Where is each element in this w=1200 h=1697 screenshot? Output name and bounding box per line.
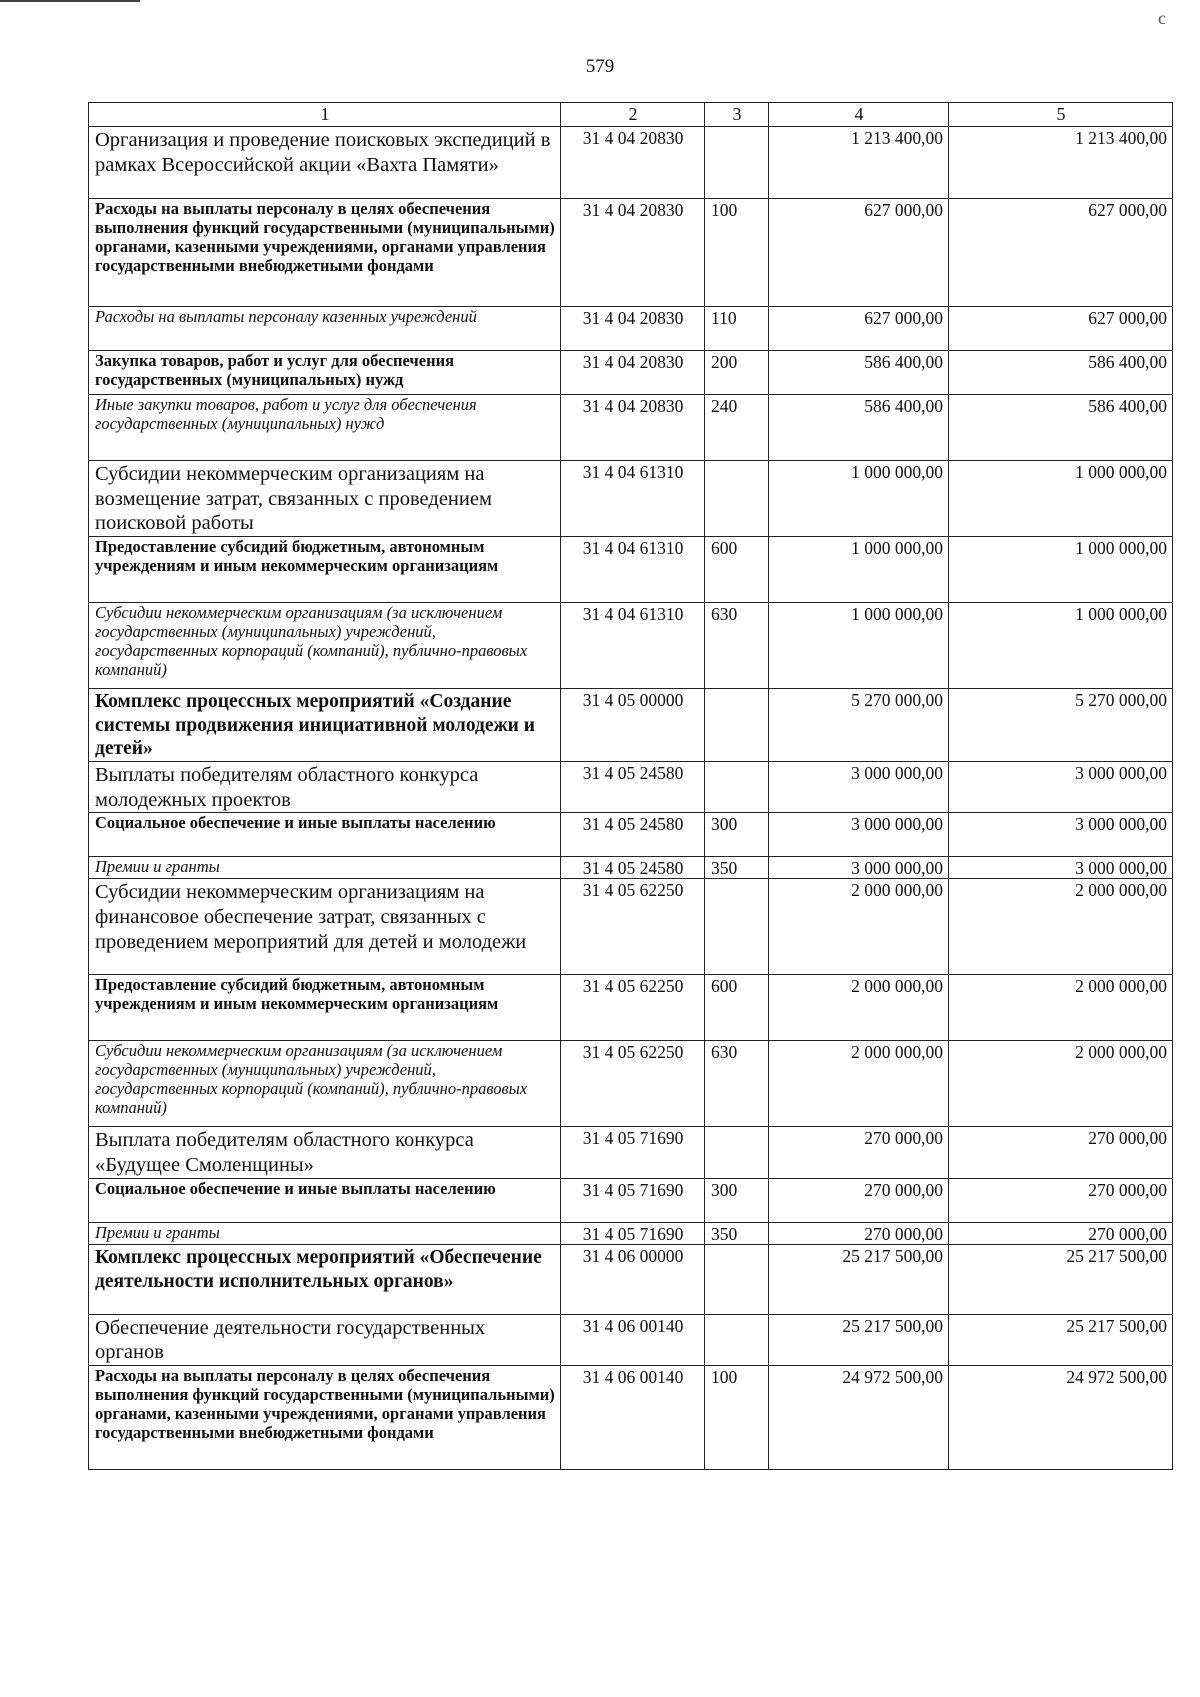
table-row — [89, 857, 1173, 879]
sum2-cell: 25 217 500,00 — [949, 1244, 1173, 1314]
sum2-cell: 627 000,00 — [949, 307, 1173, 351]
name-cell: Социальное обеспечение и иные выплаты населению — [89, 813, 561, 857]
table-row — [89, 1127, 1173, 1178]
code-cell: 31 4 05 24580 — [561, 857, 705, 879]
table-row — [89, 127, 1173, 199]
header-cell-name: 1 — [89, 103, 561, 127]
sum1-cell: 3 000 000,00 — [769, 857, 949, 879]
table-row — [89, 688, 1173, 761]
name-cell: Организация и проведение поисковых экспедиций в рамках Всероссийской акции «Вахта Памяти» — [89, 127, 561, 199]
sum1-cell: 586 400,00 — [769, 395, 949, 461]
sum1-cell: 1 000 000,00 — [769, 602, 949, 688]
vr-cell: 630 — [705, 602, 769, 688]
sum2-cell: 1 000 000,00 — [949, 536, 1173, 602]
name-cell: Расходы на выплаты персоналу казенных учреждений — [89, 307, 561, 351]
sum2-cell: 1 000 000,00 — [949, 602, 1173, 688]
name-cell: Предоставление субсидий бюджетным, автономным учреждениям и иным некоммерческим организациям — [89, 975, 561, 1041]
table-row — [89, 199, 1173, 307]
sum1-cell: 270 000,00 — [769, 1127, 949, 1178]
sum2-cell: 2 000 000,00 — [949, 975, 1173, 1041]
name-cell: Премии и гранты — [89, 857, 561, 879]
sum1-cell: 2 000 000,00 — [769, 975, 949, 1041]
vr-cell: 240 — [705, 395, 769, 461]
name-cell: Расходы на выплаты персоналу в целях обеспечения выполнения функций государственными (муниципальными) органами, казенными учреждениями, органами управления государственными внебюджетными фондами — [89, 199, 561, 307]
vr-cell — [705, 127, 769, 199]
header-row — [89, 103, 1173, 127]
vr-cell — [705, 762, 769, 813]
name-cell: Выплата победителям областного конкурса «Будущее Смоленщины» — [89, 1127, 561, 1178]
name-cell: Закупка товаров, работ и услуг для обеспечения государственных (муниципальных) нужд — [89, 351, 561, 395]
name-cell: Расходы на выплаты персоналу в целях обеспечения выполнения функций государственными (муниципальными) органами, казенными учреждениями, органами управления государственными внебюджетными фондами — [89, 1365, 561, 1469]
name-cell: Обеспечение деятельности государственных органов — [89, 1314, 561, 1365]
sum1-cell: 627 000,00 — [769, 199, 949, 307]
sum2-cell: 1 213 400,00 — [949, 127, 1173, 199]
table-row — [89, 879, 1173, 975]
sum1-cell: 627 000,00 — [769, 307, 949, 351]
sum1-cell: 25 217 500,00 — [769, 1314, 949, 1365]
code-cell: 31 4 05 00000 — [561, 688, 705, 761]
code-cell: 31 4 05 62250 — [561, 879, 705, 975]
sum1-cell: 1 000 000,00 — [769, 536, 949, 602]
code-cell: 31 4 06 00140 — [561, 1365, 705, 1469]
code-cell: 31 4 05 71690 — [561, 1222, 705, 1244]
vr-cell: 630 — [705, 1041, 769, 1127]
code-cell: 31 4 06 00140 — [561, 1314, 705, 1365]
vr-cell: 200 — [705, 351, 769, 395]
vr-cell: 110 — [705, 307, 769, 351]
table-row — [89, 1178, 1173, 1222]
table-row — [89, 1041, 1173, 1127]
vr-cell — [705, 1314, 769, 1365]
sum2-cell: 5 270 000,00 — [949, 688, 1173, 761]
header-cell-sum1: 4 — [769, 103, 949, 127]
name-cell: Субсидии некоммерческим организациям на финансовое обеспечение затрат, связанных с проведением мероприятий для детей и молодежи — [89, 879, 561, 975]
sum1-cell: 3 000 000,00 — [769, 813, 949, 857]
table-row — [89, 762, 1173, 813]
table-row — [89, 307, 1173, 351]
sum2-cell: 3 000 000,00 — [949, 857, 1173, 879]
sum1-cell: 1 000 000,00 — [769, 461, 949, 537]
code-cell: 31 4 04 20830 — [561, 199, 705, 307]
code-cell: 31 4 06 00000 — [561, 1244, 705, 1314]
sum1-cell: 586 400,00 — [769, 351, 949, 395]
code-cell: 31 4 04 20830 — [561, 127, 705, 199]
vr-cell — [705, 461, 769, 537]
vr-cell — [705, 688, 769, 761]
sum2-cell: 1 000 000,00 — [949, 461, 1173, 537]
sum1-cell: 270 000,00 — [769, 1222, 949, 1244]
sum2-cell: 24 972 500,00 — [949, 1365, 1173, 1469]
vr-cell: 600 — [705, 536, 769, 602]
sum1-cell: 24 972 500,00 — [769, 1365, 949, 1469]
vr-cell — [705, 879, 769, 975]
name-cell: Социальное обеспечение и иные выплаты населению — [89, 1178, 561, 1222]
code-cell: 31 4 04 61310 — [561, 461, 705, 537]
sum2-cell: 270 000,00 — [949, 1178, 1173, 1222]
table-row — [89, 395, 1173, 461]
code-cell: 31 4 04 20830 — [561, 351, 705, 395]
table-row — [89, 461, 1173, 537]
sum1-cell: 5 270 000,00 — [769, 688, 949, 761]
sum1-cell: 2 000 000,00 — [769, 879, 949, 975]
sum1-cell: 270 000,00 — [769, 1178, 949, 1222]
sum2-cell: 270 000,00 — [949, 1127, 1173, 1178]
sum2-cell: 627 000,00 — [949, 199, 1173, 307]
table-row — [89, 1314, 1173, 1365]
name-cell: Иные закупки товаров, работ и услуг для обеспечения государственных (муниципальных) нужд — [89, 395, 561, 461]
code-cell: 31 4 05 24580 — [561, 762, 705, 813]
sum2-cell: 3 000 000,00 — [949, 762, 1173, 813]
vr-cell: 300 — [705, 813, 769, 857]
vr-cell: 100 — [705, 1365, 769, 1469]
code-cell: 31 4 05 62250 — [561, 1041, 705, 1127]
name-cell: Субсидии некоммерческим организациям (за исключением государственных (муниципальных) учреждений, государственных корпораций (компаний), публично-правовых компаний) — [89, 1041, 561, 1127]
vr-cell: 300 — [705, 1178, 769, 1222]
code-cell: 31 4 05 71690 — [561, 1178, 705, 1222]
table-row — [89, 351, 1173, 395]
top-edge-line — [0, 0, 140, 2]
sum2-cell: 2 000 000,00 — [949, 879, 1173, 975]
table-row — [89, 1365, 1173, 1469]
sum2-cell: 586 400,00 — [949, 351, 1173, 395]
table-row — [89, 536, 1173, 602]
name-cell: Комплекс процессных мероприятий «Обеспечение деятельности исполнительных органов» — [89, 1244, 561, 1314]
sum1-cell: 2 000 000,00 — [769, 1041, 949, 1127]
code-cell: 31 4 05 62250 — [561, 975, 705, 1041]
budget-table — [88, 102, 1173, 1470]
header-cell-sum2: 5 — [949, 103, 1173, 127]
sum2-cell: 270 000,00 — [949, 1222, 1173, 1244]
table-row — [89, 975, 1173, 1041]
vr-cell: 600 — [705, 975, 769, 1041]
code-cell: 31 4 04 61310 — [561, 602, 705, 688]
header-cell-vr: 3 — [705, 103, 769, 127]
name-cell: Премии и гранты — [89, 1222, 561, 1244]
table-row — [89, 813, 1173, 857]
vr-cell — [705, 1244, 769, 1314]
code-cell: 31 4 05 71690 — [561, 1127, 705, 1178]
code-cell: 31 4 04 20830 — [561, 307, 705, 351]
name-cell: Субсидии некоммерческим организациям на возмещение затрат, связанных с проведением поисковой работы — [89, 461, 561, 537]
header-cell-code: 2 — [561, 103, 705, 127]
code-cell: 31 4 05 24580 — [561, 813, 705, 857]
vr-cell: 350 — [705, 1222, 769, 1244]
sum2-cell: 2 000 000,00 — [949, 1041, 1173, 1127]
page-number: 579 — [585, 56, 615, 77]
name-cell: Предоставление субсидий бюджетным, автономным учреждениям и иным некоммерческим организациям — [89, 536, 561, 602]
sum2-cell: 3 000 000,00 — [949, 813, 1173, 857]
sum1-cell: 1 213 400,00 — [769, 127, 949, 199]
vr-cell: 100 — [705, 199, 769, 307]
vr-cell — [705, 1127, 769, 1178]
sum2-cell: 586 400,00 — [949, 395, 1173, 461]
vr-cell: 350 — [705, 857, 769, 879]
table-row — [89, 602, 1173, 688]
code-cell: 31 4 04 20830 — [561, 395, 705, 461]
corner-mark: с — [1158, 8, 1166, 28]
table-row — [89, 1222, 1173, 1244]
sum2-cell: 25 217 500,00 — [949, 1314, 1173, 1365]
name-cell: Комплекс процессных мероприятий «Создание системы продвижения инициативной молодежи и детей» — [89, 688, 561, 761]
code-cell: 31 4 04 61310 — [561, 536, 705, 602]
sum1-cell: 3 000 000,00 — [769, 762, 949, 813]
table-row — [89, 1244, 1173, 1314]
name-cell: Выплаты победителям областного конкурса молодежных проектов — [89, 762, 561, 813]
name-cell: Субсидии некоммерческим организациям (за исключением государственных (муниципальных) учреждений, государственных корпораций (компаний), публично-правовых компаний) — [89, 602, 561, 688]
sum1-cell: 25 217 500,00 — [769, 1244, 949, 1314]
